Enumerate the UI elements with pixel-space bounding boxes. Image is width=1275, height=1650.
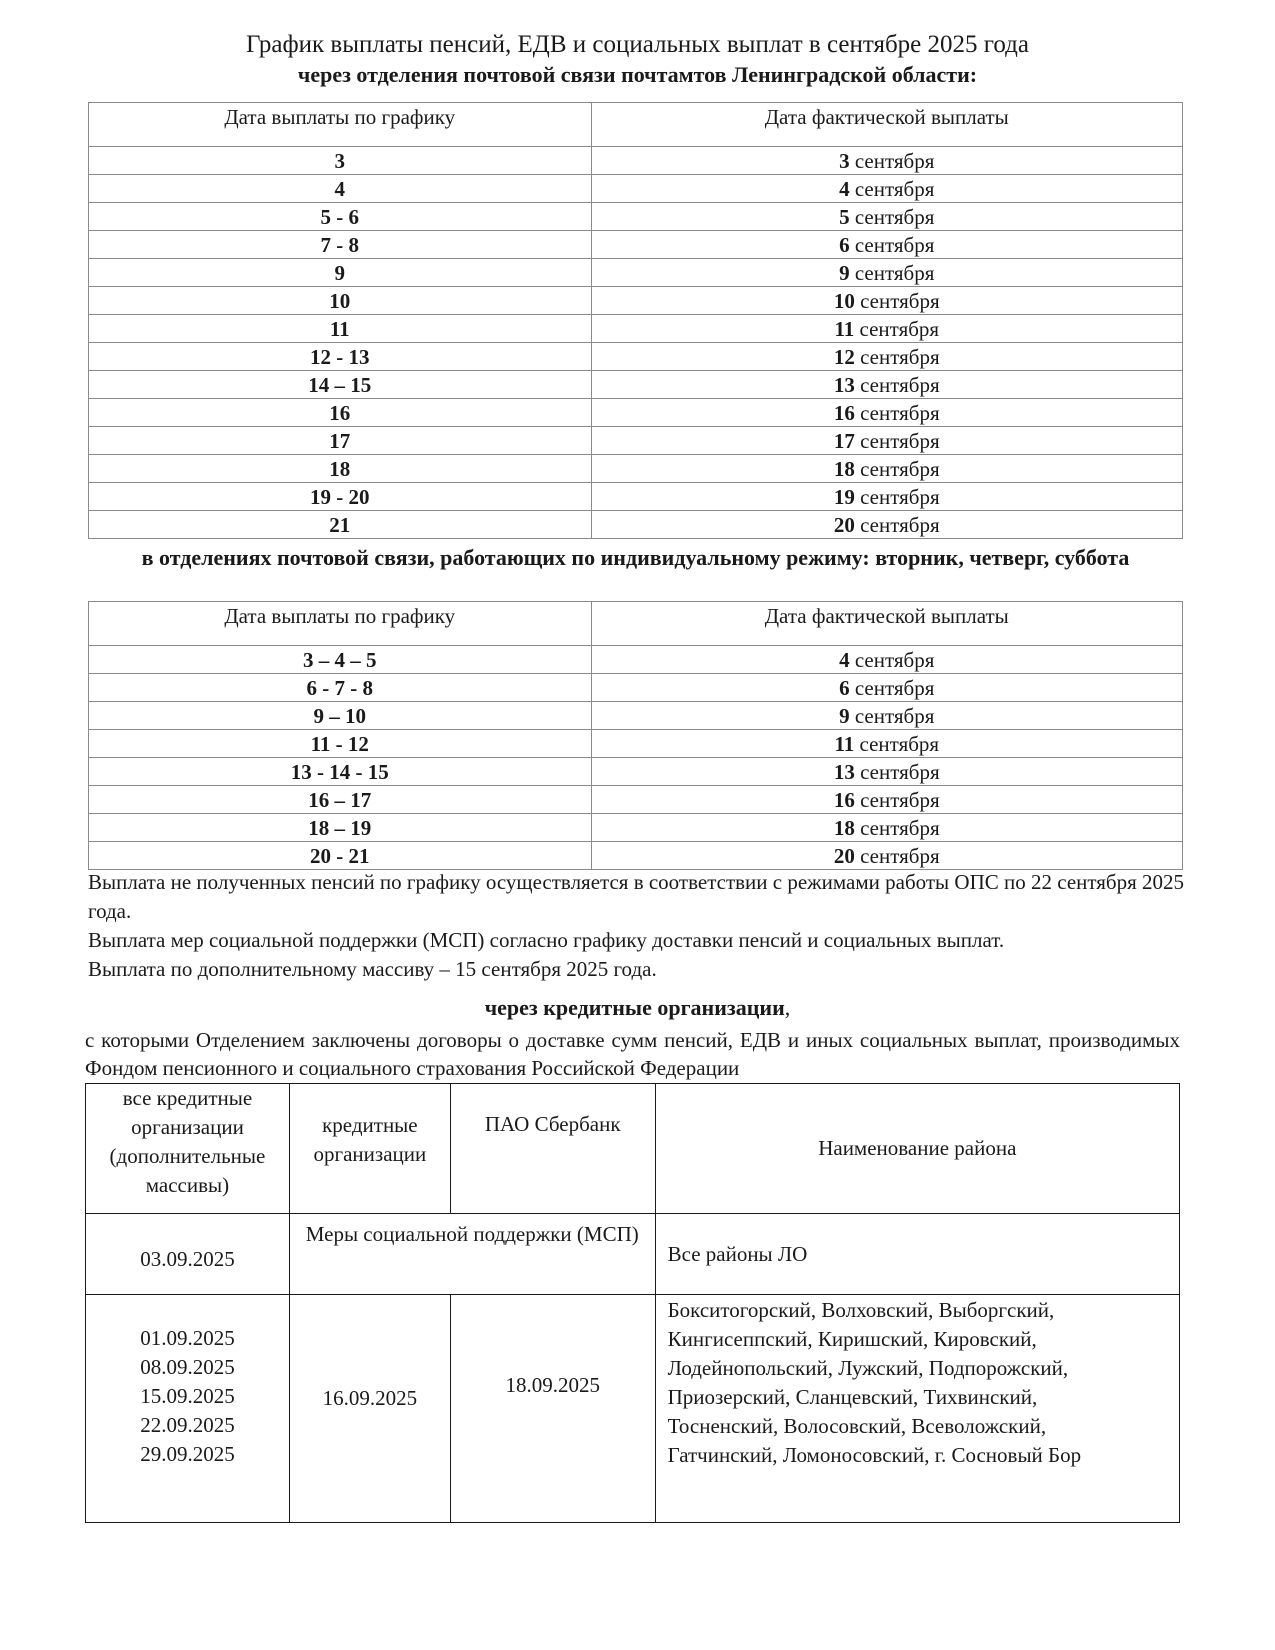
header-district-name: Наименование района [655,1084,1179,1214]
actual-day: 6 [839,675,850,700]
scheduled-date-value: 5 - 6 [320,204,359,229]
scheduled-date [89,175,592,203]
actual-month: сентября [854,703,935,728]
additional-date: 15.09.2025 [140,1384,235,1408]
actual-day: 11 [834,316,855,341]
table-header-row [86,1084,1180,1214]
table-row [89,287,1183,315]
actual-day: 9 [839,260,850,285]
scheduled-date-value: 10 [329,288,351,313]
scheduled-date [89,427,592,455]
actual-month: сентября [860,456,940,481]
actual-month: сентября [854,260,935,285]
actual-day: 9 [839,703,850,728]
actual-date [591,343,1182,371]
actual-day: 13 [833,372,855,397]
actual-month: сентября [854,232,935,257]
scheduled-date [89,287,592,315]
district-line: Тосненский, Волосовский, Всеволожский, [667,1414,1047,1438]
actual-month: сентября [854,675,935,700]
table-row [89,730,1183,758]
scheduled-date [89,371,592,399]
additional-date: 08.09.2025 [140,1355,235,1379]
actual-month: сентября [860,400,940,425]
actual-date [591,674,1182,702]
table-row [89,814,1183,842]
actual-month: сентября [854,204,935,229]
header-credit-orgs: кредитные организации [289,1084,450,1214]
scheduled-date [89,203,592,231]
actual-month: сентября [854,148,935,173]
districts-list [655,1295,1179,1523]
table-row [89,646,1183,674]
actual-date [591,511,1182,539]
document-title: График выплаты пенсий, ЕДВ и социальных выплат в сентябре 2025 года [245,31,1030,58]
actual-date [591,315,1182,343]
credit-organizations-heading [0,994,1275,1022]
scheduled-date [89,674,592,702]
table-row [89,842,1183,870]
credit-heading-comma: , [784,995,791,1020]
scheduled-date [89,786,592,814]
scheduled-date-value: 4 [334,176,345,201]
actual-month: сентября [860,815,940,840]
scheduled-date-value: 21 [329,512,351,537]
scheduled-date [89,399,592,427]
table-row [89,315,1183,343]
scheduled-date [89,147,592,175]
credit-organizations-table [85,1083,1180,1523]
actual-day: 16 [833,787,855,812]
table-row [89,483,1183,511]
additional-date: 22.09.2025 [140,1413,235,1437]
scheduled-date-value: 18 – 19 [308,815,372,840]
header-scheduled-date: Дата выплаты по графику [89,602,592,646]
actual-date [591,842,1182,870]
additional-date: 29.09.2025 [140,1442,235,1466]
table-row [89,203,1183,231]
actual-day: 6 [839,232,850,257]
note-additional-array: Выплата по дополнительному массиву – 15 сентября 2025 года. [88,957,657,981]
header-all-credit-orgs: все кредитные организации (дополнительные массивы) [86,1084,290,1214]
scheduled-date-value: 3 [334,148,345,173]
header-scheduled-date: Дата выплаты по графику [89,103,592,147]
credit-orgs-date: 16.09.2025 [289,1295,450,1523]
table-row [89,147,1183,175]
individual-mode-heading: в отделениях почтовой связи, работающих по индивидуальному режиму: вторник, четверг, суббота [141,545,1130,570]
scheduled-date-value: 19 - 20 [310,484,370,509]
actual-day: 5 [839,204,850,229]
actual-month: сентября [860,344,940,369]
note-unpaid-pensions: Выплата не полученных пенсий по графику осуществляется в соответствии с режимами работы ОПС по 22 сентября 2025 года. [88,870,1185,923]
actual-day: 20 [833,843,855,868]
table-row [89,259,1183,287]
scheduled-date-value: 18 [329,456,351,481]
actual-date [591,758,1182,786]
table-row [86,1214,1180,1295]
scheduled-date [89,730,592,758]
actual-month: сентября [860,288,940,313]
table-row [86,1295,1180,1523]
actual-date [591,730,1182,758]
actual-date [591,814,1182,842]
scheduled-date [89,842,592,870]
scheduled-date [89,343,592,371]
table-row [89,702,1183,730]
scheduled-date [89,511,592,539]
table-row [89,427,1183,455]
actual-day: 11 [834,731,855,756]
scheduled-date-value: 9 [334,260,345,285]
table-row [89,455,1183,483]
scheduled-date-value: 11 - 12 [310,731,369,756]
header-actual-date: Дата фактической выплаты [591,602,1182,646]
actual-day: 13 [833,759,855,784]
actual-day: 19 [833,484,855,509]
actual-month: сентября [860,428,940,453]
actual-date [591,175,1182,203]
actual-date [591,483,1182,511]
scheduled-date [89,315,592,343]
post-office-schedule-table [88,102,1183,539]
table-row [89,175,1183,203]
post-offices-subtitle: через отделения почтовой связи почтамтов Ленинградской области: [297,62,978,87]
actual-date [591,399,1182,427]
actual-date [591,702,1182,730]
scheduled-date-value: 14 – 15 [308,372,372,397]
district-line: Бокситогорский, Волховский, Выборгский, [667,1298,1055,1322]
scheduled-date-value: 17 [329,428,351,453]
scheduled-date-value: 11 [329,316,350,341]
actual-month: сентября [860,512,940,537]
actual-day: 18 [833,456,855,481]
actual-day: 4 [839,647,850,672]
header-actual-date: Дата фактической выплаты [591,103,1182,147]
actual-day: 10 [833,288,855,313]
notes-block [88,868,1228,984]
actual-date [591,427,1182,455]
table-header-row [89,602,1183,646]
scheduled-date [89,758,592,786]
actual-month: сентября [860,484,940,509]
actual-date [591,231,1182,259]
scheduled-date [89,455,592,483]
note-social-support: Выплата мер социальной поддержки (МСП) согласно графику доставки пенсий и социальных выплат. [88,928,1005,952]
actual-day: 4 [839,176,850,201]
msp-districts: Все районы ЛО [655,1214,1179,1295]
sberbank-date: 18.09.2025 [450,1295,655,1523]
table-row [89,758,1183,786]
actual-date [591,287,1182,315]
actual-day: 3 [839,148,850,173]
actual-date [591,786,1182,814]
scheduled-date [89,814,592,842]
actual-month: сентября [860,787,940,812]
district-line: Гатчинский, Ломоносовский, г. Сосновый Бор [667,1443,1082,1467]
scheduled-date [89,483,592,511]
individual-mode-schedule-table [88,601,1183,870]
actual-month: сентября [860,843,940,868]
table-row [89,231,1183,259]
credit-heading-text: через кредитные организации [484,995,785,1020]
scheduled-date-value: 20 - 21 [310,843,370,868]
header-sberbank: ПАО Сбербанк [450,1084,655,1214]
scheduled-date-value: 3 – 4 – 5 [303,647,377,672]
actual-month: сентября [859,316,940,341]
scheduled-date-value: 16 [329,400,351,425]
table-row [89,399,1183,427]
actual-month: сентября [860,372,940,397]
additional-date: 01.09.2025 [140,1326,235,1350]
msp-label: Меры социальной поддержки (МСП) [289,1214,655,1295]
scheduled-date [89,259,592,287]
table-header-row [89,103,1183,147]
credit-organizations-text: с которыми Отделением заключены договоры о доставке сумм пенсий, ЕДВ и иных социальных выплат, производимых Фондом пенсионного и социального страхования Российской Федерации [85,1028,1180,1080]
actual-date [591,203,1182,231]
actual-date [591,371,1182,399]
actual-day: 16 [833,400,855,425]
table-row [89,371,1183,399]
actual-date [591,259,1182,287]
actual-month: сентября [854,176,935,201]
table-row [89,786,1183,814]
district-line: Лодейнопольский, Лужский, Подпорожский, [667,1356,1069,1380]
scheduled-date-value: 12 - 13 [310,344,370,369]
scheduled-date [89,231,592,259]
actual-day: 12 [833,344,855,369]
table-row [89,674,1183,702]
scheduled-date-value: 9 – 10 [313,703,366,728]
actual-day: 18 [833,815,855,840]
district-line: Кингисеппский, Киришский, Кировский, [667,1327,1037,1351]
scheduled-date [89,702,592,730]
scheduled-date-value: 16 – 17 [308,787,372,812]
actual-date [591,646,1182,674]
actual-day: 17 [833,428,855,453]
table-row [89,511,1183,539]
district-line: Приозерский, Сланцевский, Тихвинский, [667,1385,1038,1409]
scheduled-date-value: 7 - 8 [320,232,359,257]
msp-date: 03.09.2025 [86,1214,290,1295]
actual-month: сентября [854,647,935,672]
actual-month: сентября [860,759,940,784]
additional-dates-cell [86,1295,290,1523]
scheduled-date-value: 13 - 14 - 15 [290,759,389,784]
actual-day: 20 [833,512,855,537]
table-row [89,343,1183,371]
actual-date [591,455,1182,483]
scheduled-date [89,646,592,674]
actual-month: сентября [859,731,940,756]
actual-date [591,147,1182,175]
scheduled-date-value: 6 - 7 - 8 [306,675,373,700]
